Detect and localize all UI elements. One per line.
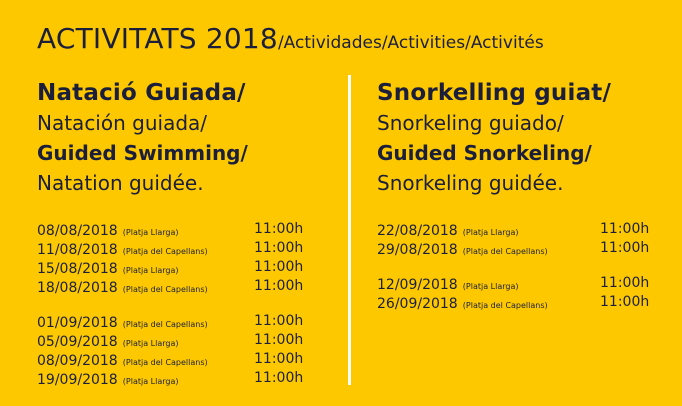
schedule-location: (Platja del Capellans) bbox=[462, 301, 548, 310]
schedule-row bbox=[37, 220, 327, 239]
schedule-location: (Platja Llarga) bbox=[122, 339, 179, 348]
snorkeling-heading-fr: Snorkeling guidée. bbox=[377, 171, 564, 195]
snorkeling-heading-en: Guided Snorkeling/ bbox=[377, 141, 592, 165]
schedule-row bbox=[37, 312, 327, 331]
snorkeling-column bbox=[377, 78, 667, 312]
snorkeling-heading-es: Snorkeling guiado/ bbox=[377, 111, 564, 135]
schedule-date: 26/09/2018 bbox=[377, 296, 458, 312]
schedule-date: 15/08/2018 bbox=[37, 261, 118, 277]
schedule-location: (Platja Llarga) bbox=[462, 282, 519, 291]
schedule-location: (Platja Llarga) bbox=[122, 377, 179, 386]
schedule-time: 11:00h bbox=[254, 313, 304, 329]
schedule-time: 11:00h bbox=[600, 275, 650, 291]
schedule-time: 11:00h bbox=[600, 294, 650, 310]
schedule-time: 11:00h bbox=[600, 221, 650, 237]
swimming-column bbox=[37, 78, 327, 388]
schedule-time: 11:00h bbox=[600, 240, 650, 256]
schedule-time: 11:00h bbox=[254, 351, 304, 367]
swimming-heading-fr: Natation guidée. bbox=[37, 171, 204, 195]
schedule-date: 22/08/2018 bbox=[377, 223, 458, 239]
schedule-time: 11:00h bbox=[254, 240, 304, 256]
schedule-time: 11:00h bbox=[254, 278, 304, 294]
schedule-date: 11/08/2018 bbox=[37, 242, 118, 258]
swimming-heading-ca: Natació Guiada/ bbox=[37, 80, 246, 106]
swimming-heading-es: Natación guiada/ bbox=[37, 111, 208, 135]
schedule-date: 05/09/2018 bbox=[37, 334, 118, 350]
schedule-location: (Platja del Capellans) bbox=[122, 285, 208, 294]
swimming-schedule bbox=[37, 220, 327, 388]
schedule-row bbox=[377, 239, 667, 258]
snorkeling-schedule bbox=[377, 220, 667, 312]
title-main: ACTIVITATS 2018 bbox=[37, 22, 278, 55]
schedule-group bbox=[37, 220, 327, 296]
schedule-row bbox=[37, 369, 327, 388]
schedule-location: (Platja del Capellans) bbox=[122, 247, 208, 256]
title-languages: /Actividades/Activities/Activités bbox=[277, 33, 544, 53]
schedule-row bbox=[37, 277, 327, 296]
schedule-location: (Platja del Capellans) bbox=[462, 247, 548, 256]
schedule-row bbox=[37, 331, 327, 350]
schedule-date: 29/08/2018 bbox=[377, 242, 458, 258]
snorkeling-heading-ca: Snorkelling guiat/ bbox=[377, 80, 612, 106]
schedule-date: 18/08/2018 bbox=[37, 280, 118, 296]
schedule-group bbox=[377, 274, 667, 312]
schedule-time: 11:00h bbox=[254, 332, 304, 348]
swimming-heading-en: Guided Swimming/ bbox=[37, 141, 248, 165]
schedule-time: 11:00h bbox=[254, 259, 304, 275]
schedule-date: 08/09/2018 bbox=[37, 353, 118, 369]
schedule-date: 01/09/2018 bbox=[37, 315, 118, 331]
schedule-group bbox=[37, 312, 327, 388]
schedule-row bbox=[37, 350, 327, 369]
schedule-location: (Platja del Capellans) bbox=[122, 320, 208, 329]
schedule-row bbox=[377, 274, 667, 293]
schedule-location: (Platja Llarga) bbox=[462, 228, 519, 237]
schedule-date: 08/08/2018 bbox=[37, 223, 118, 239]
schedule-location: (Platja del Capellans) bbox=[122, 358, 208, 367]
schedule-group bbox=[377, 220, 667, 258]
schedule-row bbox=[37, 258, 327, 277]
page-title bbox=[37, 22, 544, 55]
column-divider bbox=[348, 75, 351, 385]
schedule-row bbox=[377, 220, 667, 239]
schedule-row bbox=[37, 239, 327, 258]
schedule-location: (Platja Llarga) bbox=[122, 266, 179, 275]
schedule-date: 12/09/2018 bbox=[377, 277, 458, 293]
schedule-location: (Platja Llarga) bbox=[122, 228, 179, 237]
schedule-date: 19/09/2018 bbox=[37, 372, 118, 388]
schedule-row bbox=[377, 293, 667, 312]
schedule-time: 11:00h bbox=[254, 221, 304, 237]
schedule-time: 11:00h bbox=[254, 370, 304, 386]
